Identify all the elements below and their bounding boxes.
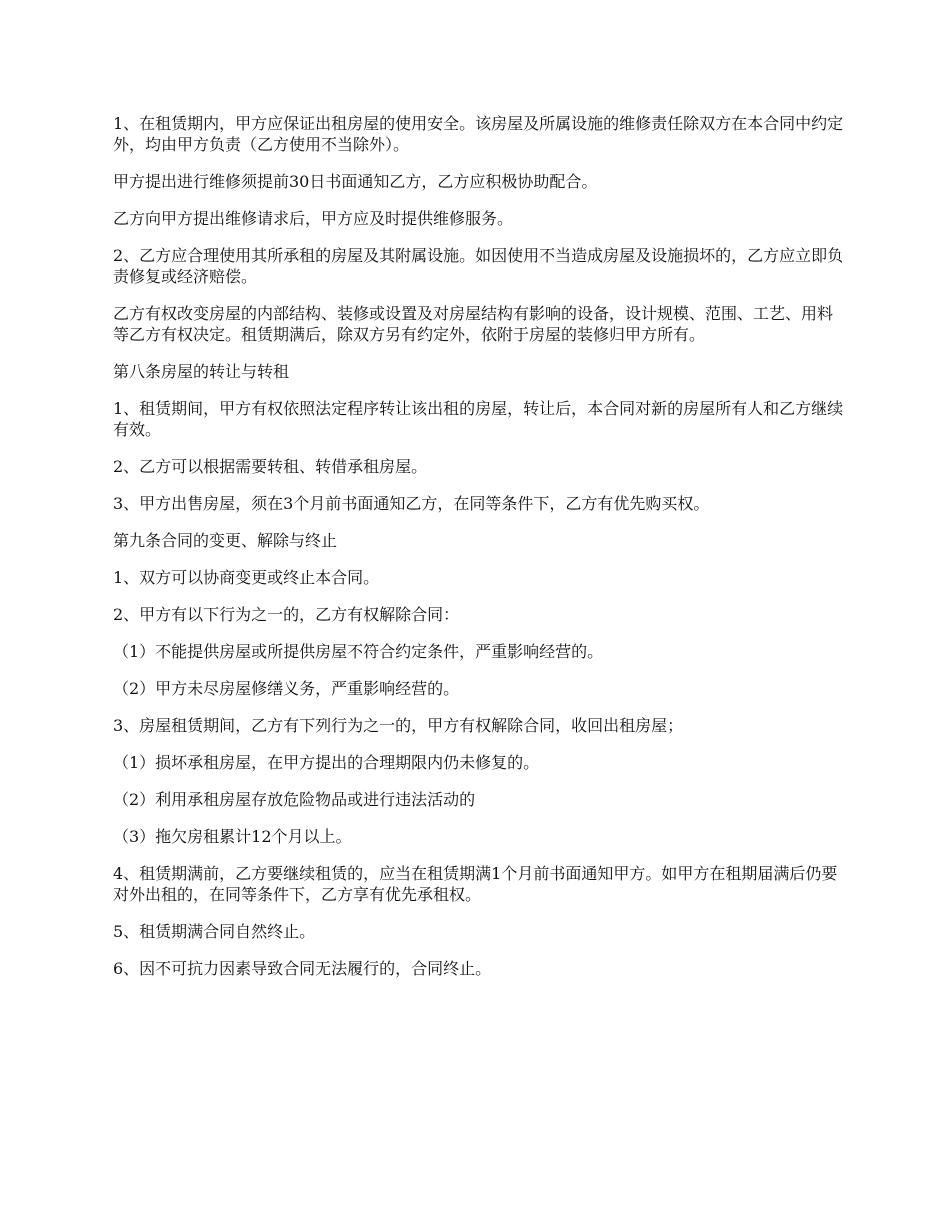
- clause-landlord-termination-rights: 3、房屋租赁期间，乙方有下列行为之一的，甲方有权解除合同，收回出租房屋；: [113, 716, 684, 735]
- clause-preemptive-purchase: 3、甲方出售房屋，须在3个月前书面通知乙方，在同等条件下，乙方有优先购买权。: [113, 494, 710, 513]
- clause-proper-use: 2、乙方应合理使用其所承租的房屋及其附属设施。如因使用不当造成房屋及设施损坏的，乙方应立即负责修复或经济赔偿。: [113, 246, 844, 286]
- clause-natural-termination: 5、租赁期满合同自然终止。: [113, 922, 316, 941]
- clause-renewal: 4、租赁期满前，乙方要继续租赁的，应当在租赁期满1个月前书面通知甲方。如甲方在租期届满后仍要对外出租的，在同等条件下，乙方享有优先承租权。: [113, 864, 838, 904]
- clause-repair-notice: 甲方提出进行维修须提前30日书面通知乙方，乙方应积极协助配合。: [113, 172, 598, 191]
- list-item: （3）拖欠房租累计12个月以上。: [113, 827, 352, 846]
- clause-tenant-termination-rights: 2、甲方有以下行为之一的，乙方有权解除合同：: [113, 605, 460, 624]
- section-heading-article-8: 第八条房屋的转让与转租: [113, 362, 290, 381]
- clause-sublease: 2、乙方可以根据需要转租、转借承租房屋。: [113, 457, 428, 476]
- list-item: （2）利用承租房屋存放危险物品或进行违法活动的: [113, 790, 476, 809]
- section-heading-article-9: 第九条合同的变更、解除与终止: [113, 531, 338, 550]
- clause-force-majeure: 6、因不可抗力因素导致合同无法履行的，合同终止。: [113, 959, 492, 978]
- clause-transfer: 1、租赁期间，甲方有权依照法定程序转让该出租的房屋，转让后，本合同对新的房屋所有人和乙方继续有效。: [113, 399, 844, 439]
- list-item: （1）不能提供房屋或所提供房屋不符合约定条件，严重影响经营的。: [113, 642, 604, 661]
- clause-mutual-termination: 1、双方可以协商变更或终止本合同。: [113, 568, 380, 587]
- document-page: [113, 113, 848, 995]
- list-item: （1）损坏承租房屋，在甲方提出的合理期限内仍未修复的。: [113, 753, 540, 772]
- clause-repair-request: 乙方向甲方提出维修请求后，甲方应及时提供维修服务。: [113, 209, 514, 228]
- list-item: （2）甲方未尽房屋修缮义务，严重影响经营的。: [113, 679, 460, 698]
- clause-repair-responsibility: 1、在租赁期内，甲方应保证出租房屋的使用安全。该房屋及所属设施的维修责任除双方在本合同中约定外，均由甲方负责（乙方使用不当除外）。: [113, 114, 844, 154]
- clause-renovation-rights: 乙方有权改变房屋的内部结构、装修或设置及对房屋结构有影响的设备，设计规模、范围、工艺、用料等乙方有权决定。租赁期满后，除双方另有约定外，依附于房屋的装修归甲方所有。: [113, 304, 834, 344]
